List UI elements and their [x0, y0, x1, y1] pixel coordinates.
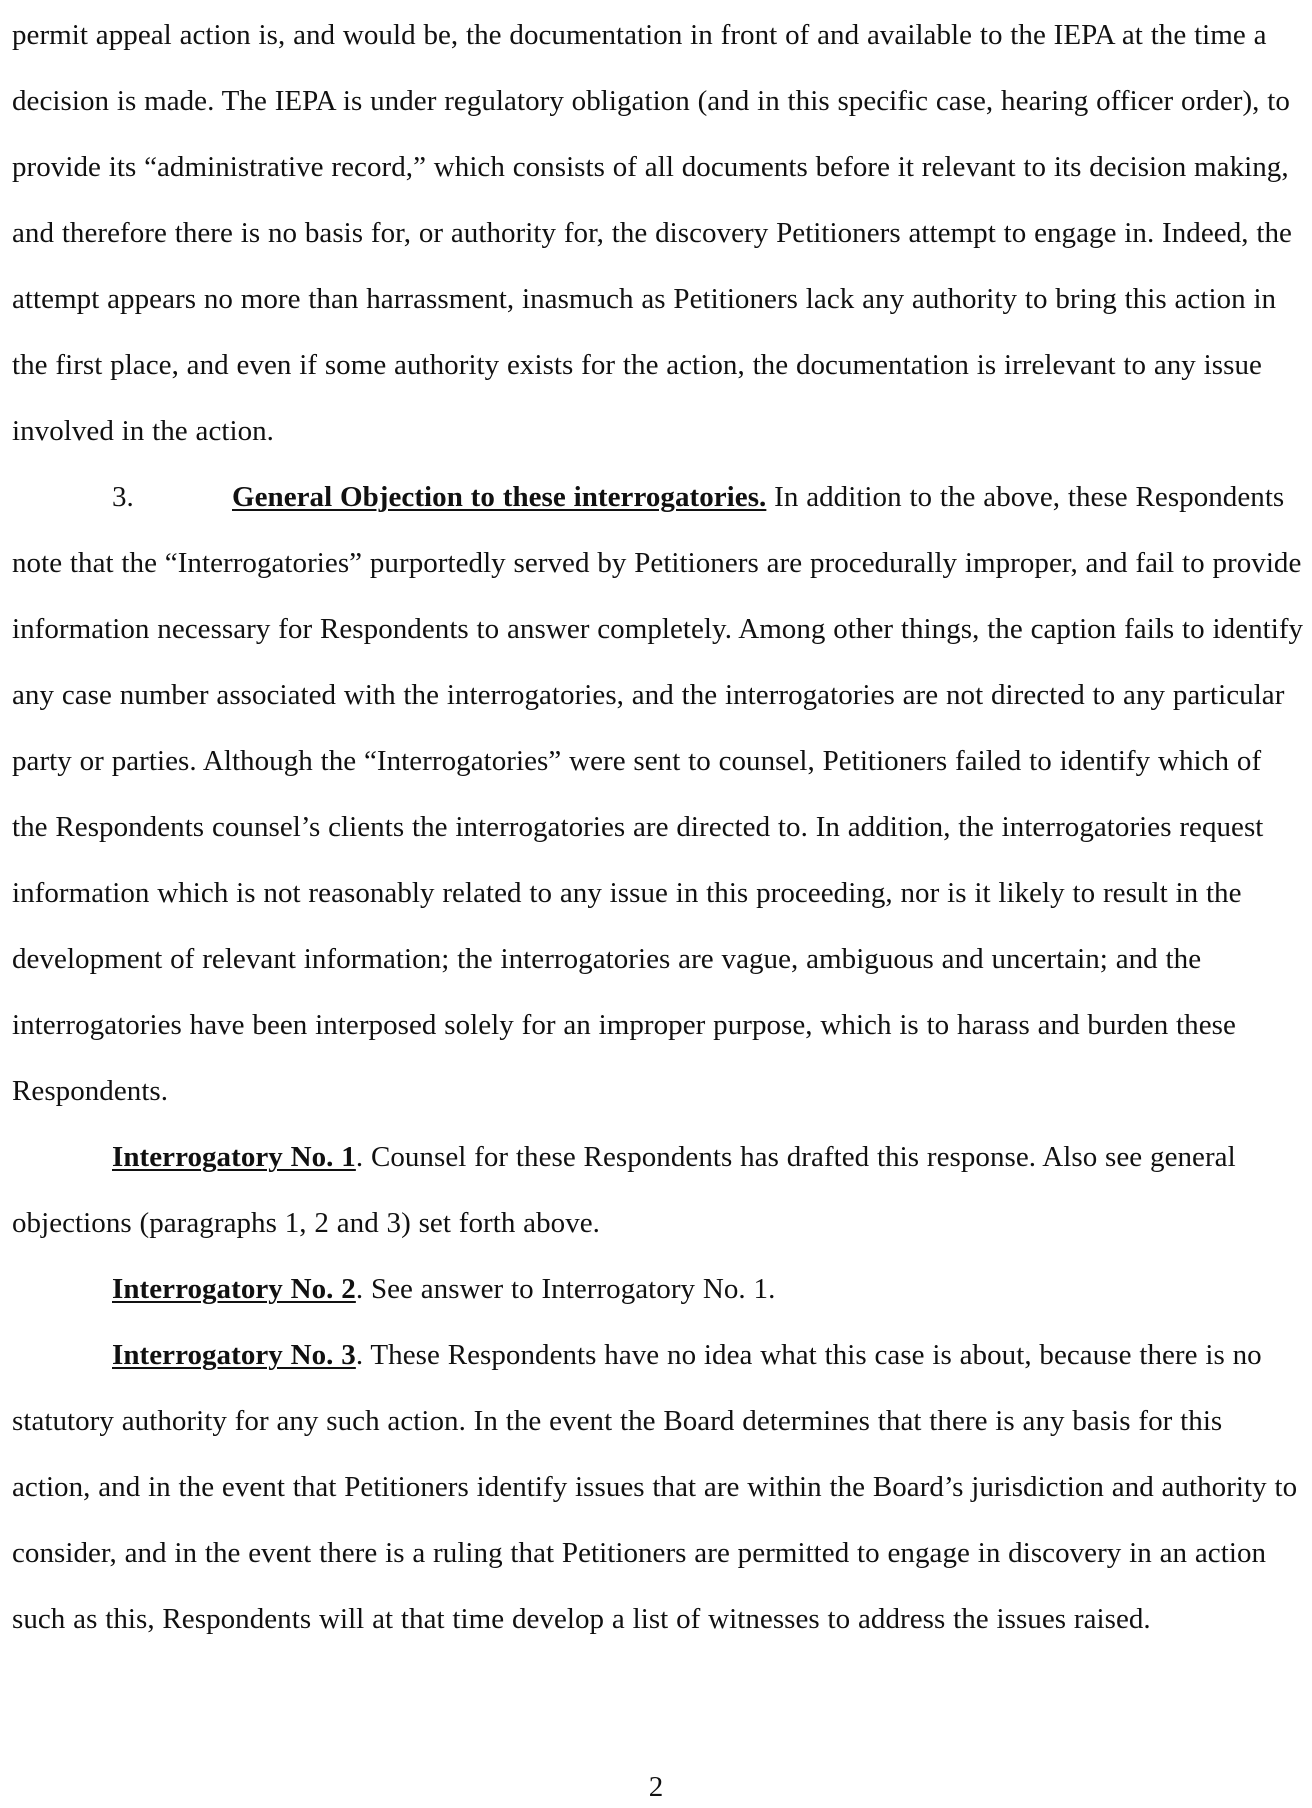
page-number: 2 — [648, 1771, 664, 1803]
interrogatory-3-text: . These Respondents have no idea what this case is about, because there is no statutory authority for any such action. In the event the Board determines that there is any basis for this action, and in the event that Petitioners identify issues that are within the Board’s jurisdiction and authority to consider, and in the event there is a ruling that Petitioners are permitted to engage in discovery in an action such as this, Respondents will at that time develop a list of witnesses to address the issues raised. — [12, 1339, 1298, 1635]
paragraph-permit-appeal: permit appeal action is, and would be, the documentation in front of and available to the IEPA at the time a decision is made. The IEPA is under regulatory obligation (and in this specific case, hearing officer order), to provide its “administrative record,” which consists of all documents before it relevant to its decision making, and therefore there is no basis for, or authority for, the discovery Petitioners attempt to engage in. Indeed, the attempt appears no more than harrassment, inasmuch as Petitioners lack any authority to bring this action in the first place, and even if some authority exists for the action, the documentation is irrelevant to any issue involved in the action. — [12, 19, 1292, 447]
general-objection-text: In addition to the above, these Respondents note that the “Interrogatories” purportedly served by Petitioners are procedurally improper, and fail to provide information necessary for Respondents to answer completely. Among other things, the caption fails to identify any case number associated with the interrogatories, and the interrogatories are not directed to any particular party or parties. Although the “Interrogatories” were sent to counsel, Petitioners failed to identify which of the Respondents counsel’s clients the interrogatories are directed to. In addition, the interrogatories request information which is not reasonably related to any issue in this proceeding, nor is it likely to result in the development of relevant information; the interrogatories are vague, ambiguous and uncertain; and the interrogatories have been interposed solely for an improper purpose, which is to harass and burden these Respondents. — [12, 481, 1304, 1107]
paragraph-general-objection — [12, 464, 1304, 1124]
interrogatory-2-heading: Interrogatory No. 2 — [112, 1273, 356, 1305]
interrogatory-3-heading: Interrogatory No. 3 — [112, 1339, 356, 1371]
paragraph-interrogatory-1 — [12, 1124, 1304, 1256]
paragraph-interrogatory-3 — [12, 1322, 1304, 1652]
interrogatory-1-text: . Counsel for these Respondents has drafted this response. Also see general objections (paragraphs 1, 2 and 3) set forth above. — [12, 1141, 1236, 1239]
interrogatory-2-text: . See answer to Interrogatory No. 1. — [355, 1273, 776, 1305]
general-objection-heading: General Objection to these interrogatories. — [232, 481, 767, 513]
paragraph-interrogatory-2 — [12, 1256, 1304, 1322]
document-page — [12, 2, 1304, 1652]
paragraph-number: 3. — [112, 481, 134, 513]
interrogatory-1-heading: Interrogatory No. 1 — [112, 1141, 356, 1173]
